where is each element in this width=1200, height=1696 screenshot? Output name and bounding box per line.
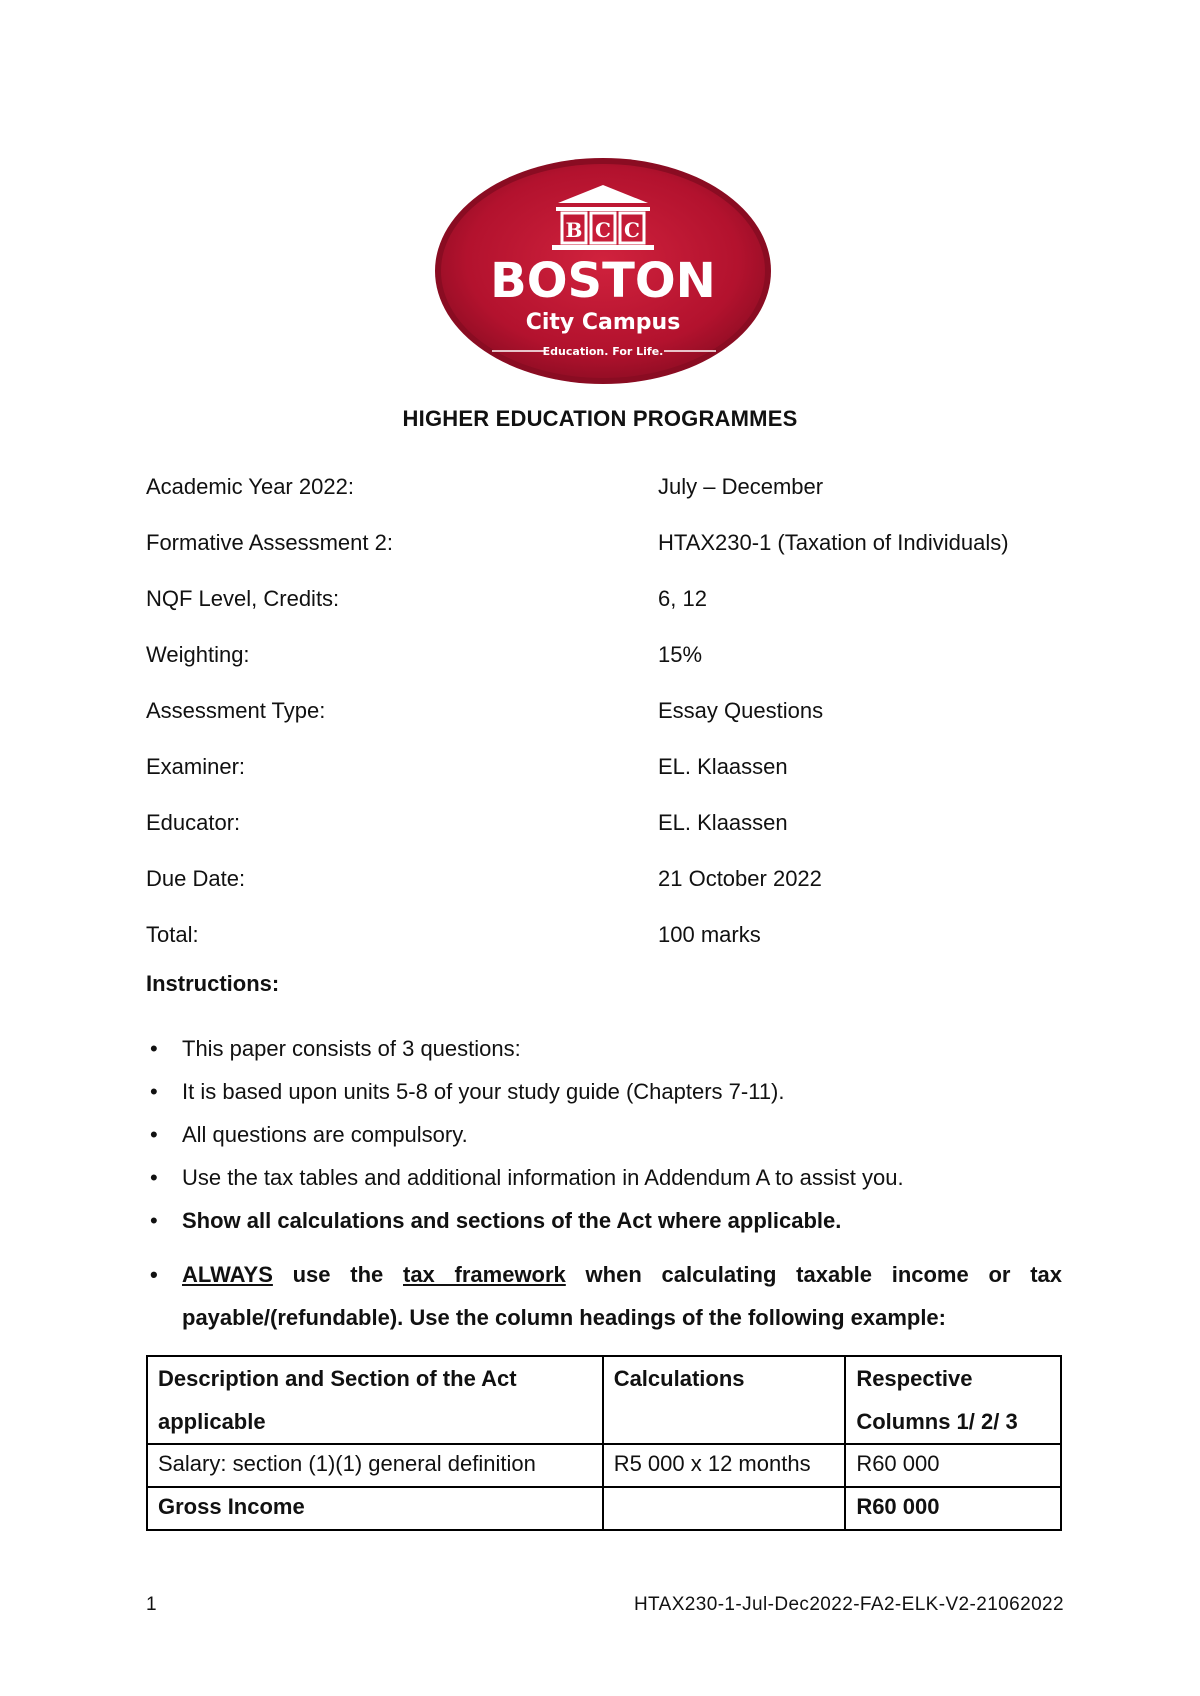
- info-label: Due Date:: [146, 866, 246, 891]
- info-row: [146, 810, 1066, 840]
- logo-sub: City Campus: [525, 310, 681, 335]
- bullet-icon: •: [150, 1208, 158, 1233]
- logo-monogram-c2: C: [624, 218, 640, 242]
- bullet-icon: •: [150, 1079, 158, 1104]
- boston-city-campus-logo: [432, 155, 774, 387]
- instructions-heading: Instructions:: [146, 971, 280, 996]
- list-item-text: Show all calculations and sections of the Act where applicable.: [182, 1208, 842, 1233]
- table-header-cell: Calculations: [603, 1356, 846, 1444]
- bullet-icon: •: [150, 1262, 158, 1287]
- text-fragment: use the: [272, 1262, 403, 1287]
- info-row: [146, 530, 1066, 560]
- info-label: Academic Year 2022:: [146, 474, 354, 499]
- info-label: Formative Assessment 2:: [146, 530, 393, 555]
- info-label: Educator:: [146, 810, 241, 835]
- example-table: [146, 1355, 1062, 1531]
- info-label: Total:: [146, 922, 199, 947]
- info-row: [146, 754, 1066, 784]
- info-row: [146, 922, 1066, 952]
- list-item-text: This paper consists of 3 questions:: [182, 1036, 521, 1061]
- logo-name: BOSTON: [490, 253, 716, 309]
- logo-monogram-c1: C: [595, 218, 611, 242]
- always-emphasis: ALWAYS: [182, 1262, 273, 1287]
- info-label: NQF Level, Credits:: [146, 586, 340, 611]
- table-header-row: [147, 1356, 1061, 1444]
- table-cell: Gross Income: [147, 1487, 603, 1530]
- list-item-text: Use the tax tables and additional information in Addendum A to assist you.: [182, 1165, 904, 1190]
- logo-monogram-b: B: [565, 218, 583, 242]
- bullet-icon: •: [150, 1165, 158, 1190]
- info-value: 100 marks: [658, 922, 761, 947]
- info-row: [146, 866, 1066, 896]
- info-value: EL. Klaassen: [658, 754, 788, 779]
- logo-tagline: Education. For Life.: [542, 345, 664, 358]
- table-cell: Salary: section (1)(1) general definition: [147, 1444, 603, 1487]
- info-row: [146, 474, 1066, 504]
- list-item-text: [182, 1253, 1062, 1339]
- table-header-cell: Respective Columns 1/ 2/ 3: [845, 1356, 1061, 1444]
- list-item-text: All questions are compulsory.: [182, 1122, 468, 1147]
- info-value: EL. Klaassen: [658, 810, 788, 835]
- page-title: HIGHER EDUCATION PROGRAMMES: [402, 406, 798, 431]
- table-row: [147, 1444, 1061, 1487]
- page-number: 1: [146, 1594, 157, 1615]
- info-value: HTAX230-1 (Taxation of Individuals): [658, 530, 1009, 555]
- table-total-row: [147, 1487, 1061, 1530]
- info-value: July – December: [658, 474, 824, 499]
- table-header-cell: Description and Section of the Act applicable: [147, 1356, 603, 1444]
- info-value: 6, 12: [658, 586, 707, 611]
- table-cell: R60 000: [845, 1487, 1061, 1530]
- info-label: Assessment Type:: [146, 698, 326, 723]
- info-value: 15%: [658, 642, 703, 667]
- info-value: Essay Questions: [658, 698, 824, 723]
- info-label: Examiner:: [146, 754, 246, 779]
- table-cell: R60 000: [845, 1444, 1061, 1487]
- text-fragment: when calculating taxable income or tax payable/(refundable). Use the column headings of the following example:: [182, 1262, 1062, 1330]
- info-value: 21 October 2022: [658, 866, 822, 891]
- table-cell: R5 000 x 12 months: [603, 1444, 846, 1487]
- info-row: [146, 642, 1066, 672]
- bullet-icon: •: [150, 1036, 158, 1061]
- document-code: HTAX230-1-Jul-Dec2022-FA2-ELK-V2-21062022: [633, 1594, 1064, 1615]
- info-label: Weighting:: [146, 642, 250, 667]
- tax-framework-emphasis: tax framework: [403, 1262, 566, 1287]
- list-item: [146, 1253, 1062, 1339]
- table-cell: [603, 1487, 846, 1530]
- list-item-text: It is based upon units 5-8 of your study guide (Chapters 7-11).: [182, 1079, 785, 1104]
- info-row: [146, 586, 1066, 616]
- bullet-icon: •: [150, 1122, 158, 1147]
- info-row: [146, 698, 1066, 728]
